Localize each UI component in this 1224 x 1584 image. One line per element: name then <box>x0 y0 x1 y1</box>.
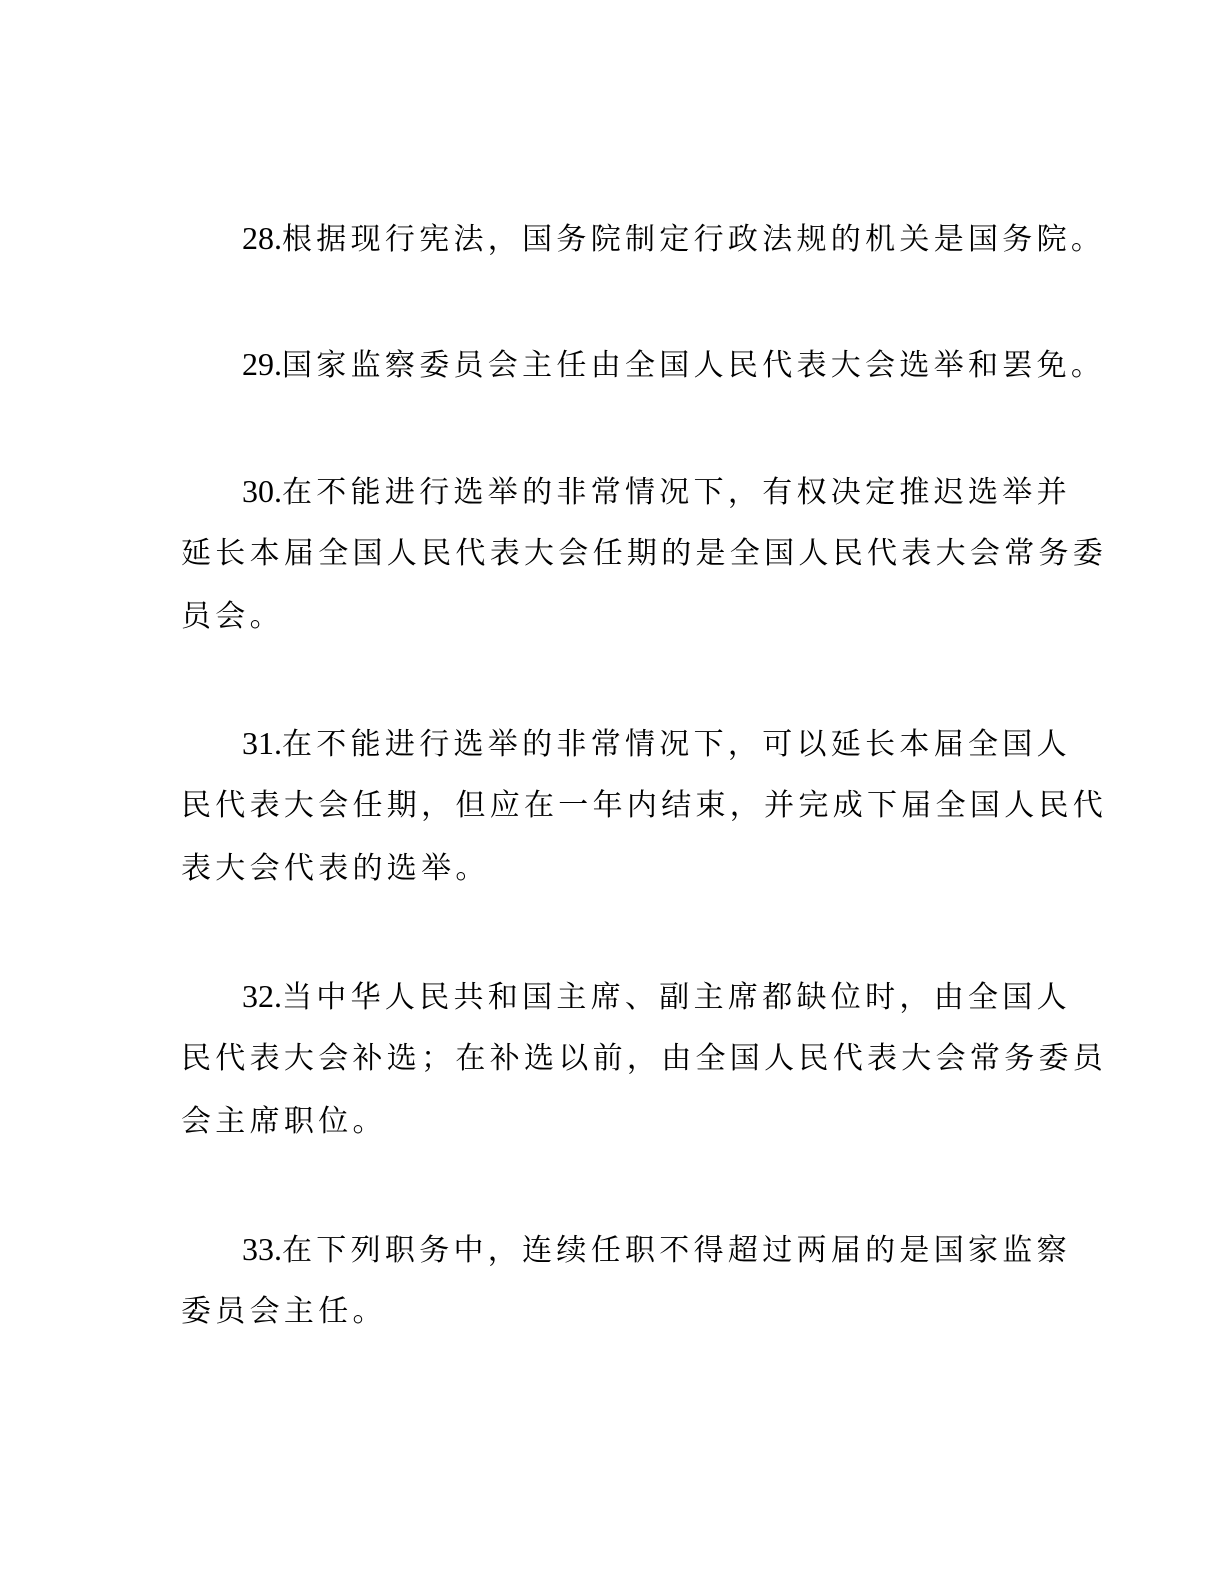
item-number: 30. <box>242 473 282 509</box>
item-number: 32. <box>242 978 282 1014</box>
item-33-line-2: 委员会主任。 <box>181 1294 387 1329</box>
item-number: 31. <box>242 725 282 761</box>
item-32-line-2: 民代表大会补选；在补选以前，由全国人民代表大会常务委员 <box>181 1041 1108 1076</box>
item-30-line-2: 延长本届全国人民代表大会任期的是全国人民代表大会常务委 <box>181 536 1108 571</box>
item-32-line-3: 会主席职位。 <box>181 1104 387 1139</box>
item-text: 在不能进行选举的非常情况下，有权决定推迟选举并 <box>282 475 1071 510</box>
item-31-line-3: 表大会代表的选举。 <box>181 851 490 886</box>
item-28-line-1 <box>242 218 1105 258</box>
item-30-line-1 <box>242 471 1071 511</box>
item-number: 28. <box>242 220 282 256</box>
item-32-line-1 <box>242 976 1071 1016</box>
item-number: 33. <box>242 1231 282 1267</box>
item-text: 当中华人民共和国主席、副主席都缺位时，由全国人 <box>282 980 1071 1015</box>
item-33-line-1 <box>242 1229 1071 1269</box>
item-text: 在不能进行选举的非常情况下，可以延长本届全国人 <box>282 727 1071 762</box>
item-30-line-3: 员会。 <box>181 599 284 634</box>
item-31-line-2: 民代表大会任期，但应在一年内结束，并完成下届全国人民代 <box>181 788 1108 823</box>
item-number: 29. <box>242 346 282 382</box>
item-text: 根据现行宪法，国务院制定行政法规的机关是国务院。 <box>282 222 1106 257</box>
item-29-line-1 <box>242 344 1105 384</box>
item-text: 在下列职务中，连续任职不得超过两届的是国家监察 <box>282 1233 1071 1268</box>
item-31-line-1 <box>242 723 1071 763</box>
item-text: 国家监察委员会主任由全国人民代表大会选举和罢免。 <box>282 348 1106 383</box>
